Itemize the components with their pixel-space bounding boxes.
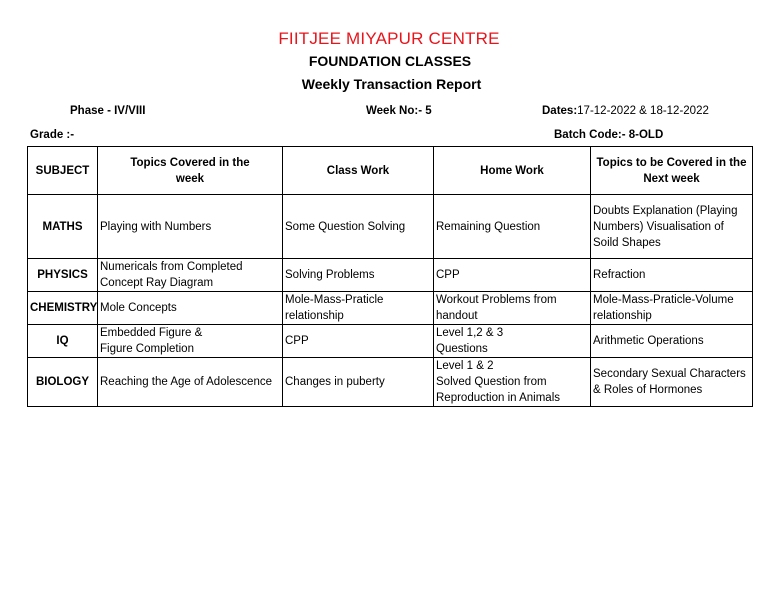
class-work-cell: Some Question Solving <box>283 195 434 259</box>
grade-label: Grade :- <box>30 129 75 141</box>
phase-label: Phase - IV/VIII <box>70 105 146 117</box>
week-value: 5 <box>425 105 432 117</box>
home-work-cell: Remaining Question <box>434 195 591 259</box>
topics-cell: Numericals from Completed Concept Ray Diagram <box>98 259 283 292</box>
table-row <box>28 259 753 292</box>
home-work-cell: CPP <box>434 259 591 292</box>
table-row <box>28 358 753 407</box>
next-week-cell: Arithmetic Operations <box>591 325 753 358</box>
report-title: Weekly Transaction Report <box>301 76 482 92</box>
table-row <box>28 325 753 358</box>
class-work-cell: CPP <box>283 325 434 358</box>
subject-cell: BIOLOGY <box>28 358 98 407</box>
dates-label: Dates: <box>542 105 578 117</box>
subject-cell: PHYSICS <box>28 259 98 292</box>
topics-cell: Embedded Figure & Figure Completion <box>98 325 283 358</box>
table-row <box>28 195 753 259</box>
class-work-cell: Solving Problems <box>283 259 434 292</box>
class-work-cell: Mole-Mass-Praticle relationship <box>283 292 434 325</box>
batch-label: Batch Code:- <box>554 129 626 141</box>
header-next-week: Topics to be Covered in the Next week <box>591 147 753 195</box>
home-work-cell: Level 1,2 & 3 Questions <box>434 325 591 358</box>
next-week-cell: Secondary Sexual Characters & Roles of Hormones <box>591 358 753 407</box>
subject-cell: IQ <box>28 325 98 358</box>
table-row <box>28 292 753 325</box>
subject-cell: MATHS <box>28 195 98 259</box>
transaction-table <box>27 146 753 407</box>
program-title: FOUNDATION CLASSES <box>308 53 472 69</box>
header-home-work: Home Work <box>434 147 591 195</box>
header-topics-covered: Topics Covered in the week <box>98 147 283 195</box>
header-subject: SUBJECT <box>28 147 98 195</box>
dates-info <box>542 105 709 117</box>
home-work-cell: Level 1 & 2 Solved Question from Reproduction in Animals <box>434 358 591 407</box>
topics-cell: Reaching the Age of Adolescence <box>98 358 283 407</box>
header-class-work: Class Work <box>283 147 434 195</box>
dates-value: 17-12-2022 & 18-12-2022 <box>577 105 709 117</box>
home-work-cell: Workout Problems from handout <box>434 292 591 325</box>
centre-title: FIITJEE MIYAPUR CENTRE <box>278 29 500 48</box>
next-week-cell: Refraction <box>591 259 753 292</box>
batch-info <box>554 129 663 141</box>
subject-cell: CHEMISTRY <box>28 292 98 325</box>
week-label: Week No:- <box>366 105 423 117</box>
next-week-cell: Mole-Mass-Praticle-Volume relationship <box>591 292 753 325</box>
batch-value: 8-OLD <box>628 129 664 141</box>
week-info <box>366 105 432 117</box>
class-work-cell: Changes in puberty <box>283 358 434 407</box>
topics-cell: Mole Concepts <box>98 292 283 325</box>
next-week-cell: Doubts Explanation (Playing Numbers) Visualisation of Soild Shapes <box>591 195 753 259</box>
topics-cell: Playing with Numbers <box>98 195 283 259</box>
table-header-row <box>28 147 753 195</box>
